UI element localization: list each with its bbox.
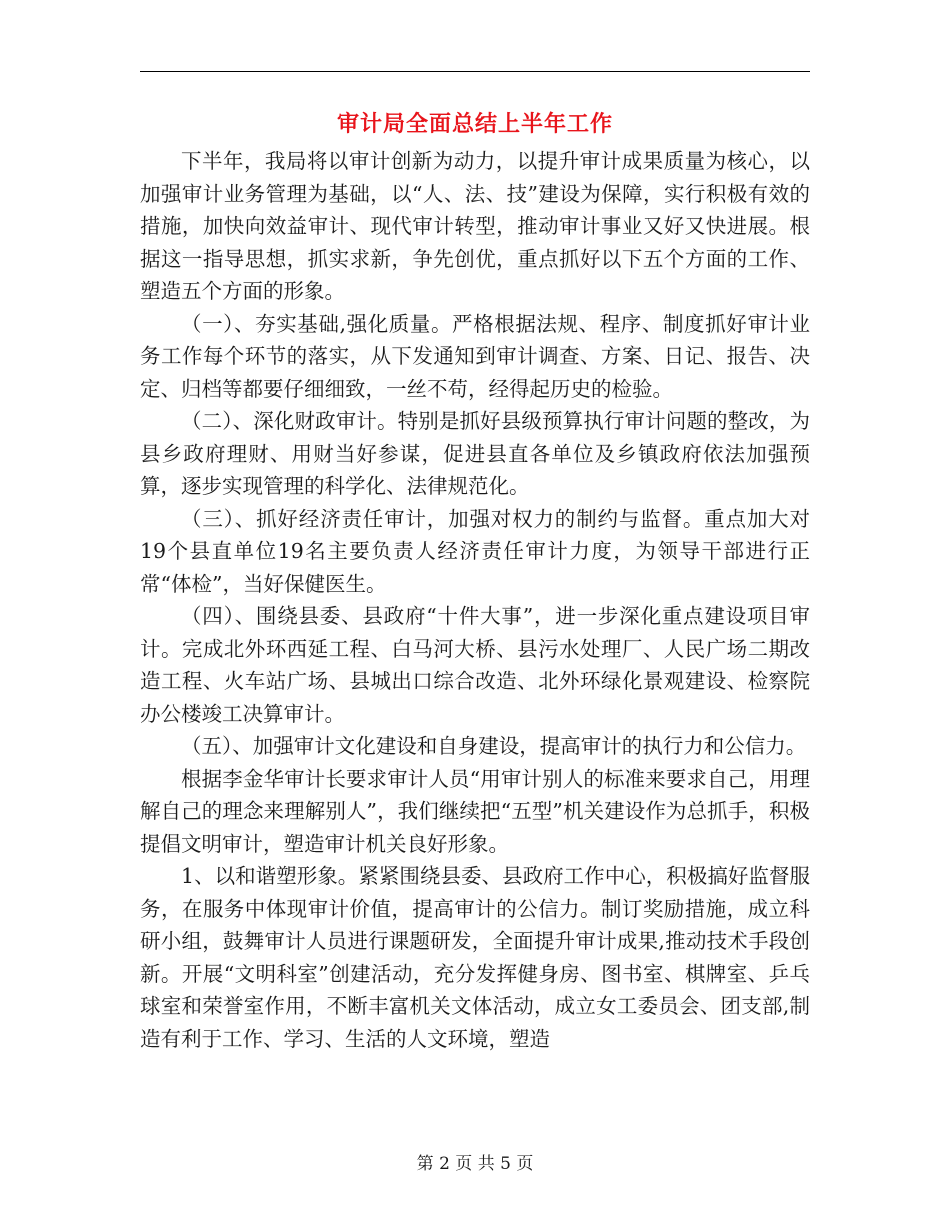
header-rule xyxy=(140,71,810,72)
page-footer: 第 2 页 共 5 页 xyxy=(416,1154,534,1174)
paragraph-culture: 根据李金华审计长要求审计人员“用审计别人的标准来要求自己，用理解自己的理念来理解别人”，我们继续把“五型”机关建设作为总抓手，积极提倡文明审计，塑造审计机关良好形象。 xyxy=(140,766,810,856)
paragraph-item-1: （一）、夯实基础,强化质量。严格根据法规、程序、制度抓好审计业务工作每个环节的落实，从下发通知到审计调查、方案、日记、报告、决定、归档等都要仔细细致，一丝不苟，经得起历史的检验。 xyxy=(140,311,810,401)
document-title: 审计局全面总结上半年工作 xyxy=(336,111,613,137)
paragraph-intro: 下半年，我局将以审计创新为动力，以提升审计成果质量为核心，以加强审计业务管理为基础，以“人、法、技”建设为保障，实行积极有效的措施，加快向效益审计、现代审计转型，推动审计事业又好又快进展。根据这一指导思想，抓实求新，争先创优，重点抓好以下五个方面的工作、塑造五个方面的形象。 xyxy=(140,149,810,303)
paragraph-item-3: （三）、抓好经济责任审计，加强对权力的制约与监督。重点加大对19个县直单位19名主要负责人经济责任审计力度，为领导干部进行正常“体检”，当好保健医生。 xyxy=(140,506,810,596)
paragraph-item-4: （四）、围绕县委、县政府“十件大事”，进一步深化重点建设项目审计。完成北外环西延工程、白马河大桥、县污水处理厂、人民广场二期改造工程、火车站广场、县城出口综合改造、北外环绿化景观建设、检察院办公楼竣工决算审计。 xyxy=(140,604,810,726)
document-body xyxy=(140,145,810,1055)
paragraph-item-5: （五）、加强审计文化建设和自身建设，提高审计的执行力和公信力。 xyxy=(181,734,807,758)
paragraph-harmony: 1、以和谐塑形象。紧紧围绕县委、县政府工作中心，积极搞好监督服务，在服务中体现审计价值，提高审计的公信力。制订奖励措施，成立科研小组，鼓舞审计人员进行课题研发，全面提升审计成果,推动技术手段创新。开展“文明科室”创建活动，充分发挥健身房、图书室、棋牌室、乒乓球室和荣誉室作用，不断丰富机关文体活动，成立女工委员会、团支部,制造有利于工作、学习、生活的人文环境，塑造 xyxy=(140,864,810,1051)
paragraph-item-2: （二）、深化财政审计。特别是抓好县级预算执行审计问题的整改，为县乡政府理财、用财当好参谋，促进县直各单位及乡镇政府依法加强预算，逐步实现管理的科学化、法律规范化。 xyxy=(140,409,810,498)
